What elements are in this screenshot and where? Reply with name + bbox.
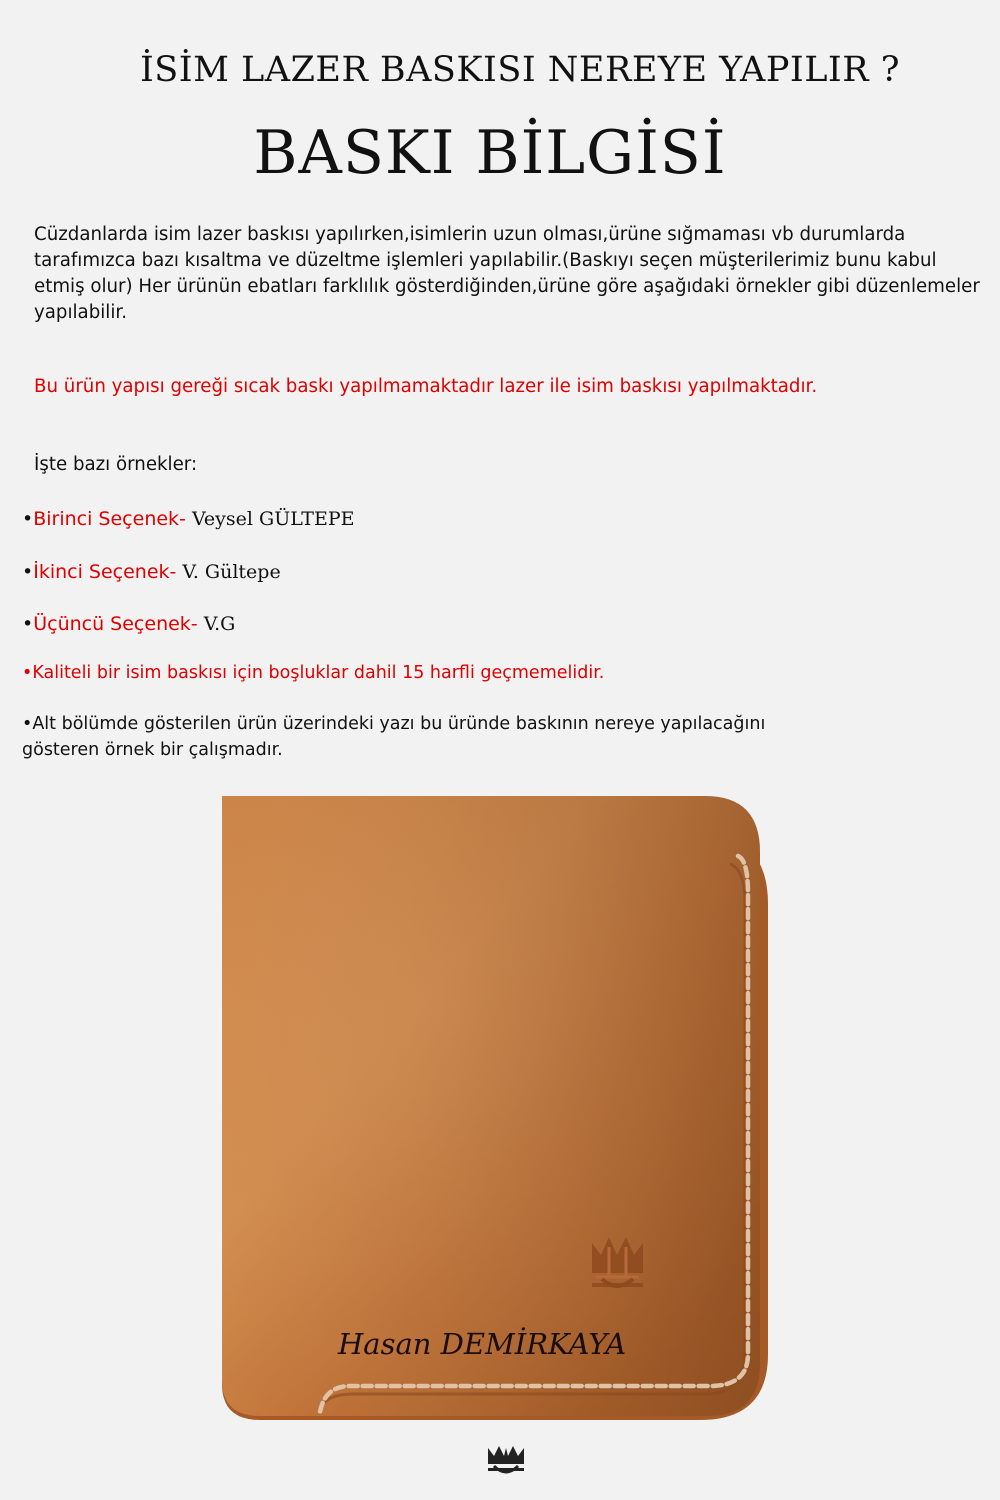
option-label: Birinci Seçenek- <box>33 508 186 530</box>
option-first <box>22 506 354 532</box>
examples-heading: İşte bazı örnekler: <box>34 454 198 475</box>
warning-paragraph: Bu ürün yapısı gereği sıcak baskı yapılmamaktadır lazer ile isim baskısı yapılmaktadır. <box>34 376 818 397</box>
engraved-name: Hasan DEMİRKAYA <box>338 1327 627 1361</box>
option-label: İkinci Seçenek- <box>33 561 177 583</box>
letter-limit-note: •Kaliteli bir isim baskısı için boşluklar dahil 15 harfli geçmemelidir. <box>22 663 605 683</box>
option-value: V. Gültepe <box>176 561 281 583</box>
bullet: • <box>22 613 34 635</box>
bullet: • <box>22 561 34 583</box>
brand-logo-icon <box>486 1444 526 1478</box>
option-third <box>22 611 235 637</box>
wallet-illustration <box>220 794 770 1424</box>
page-title: İSİM LAZER BASKISI NEREYE YAPILIR ? <box>139 50 901 90</box>
option-value: V.G <box>197 613 236 635</box>
option-value: Veysel GÜLTEPE <box>185 508 355 530</box>
wallet-product-image <box>220 794 770 1424</box>
bullet: • <box>22 508 34 530</box>
intro-paragraph: Cüzdanlarda isim lazer baskısı yapılırken,isimlerin uzun olması,ürüne sığmaması vb durumlarda tarafımızca bazı kısaltma ve düzeltme işlemleri yapılabilir.(Baskıyı seçen müşterilerimiz bunu kabul etmiş olur) Her ürünün ebatları farklılık gösterdiğinden,ürüne göre aşağıdaki örnekler gibi düzenlemeler yapılabilir. <box>34 224 980 323</box>
option-second <box>22 559 281 585</box>
option-label: Üçüncü Seçenek- <box>33 613 198 635</box>
example-note: •Alt bölümde gösterilen ürün üzerindeki yazı bu üründe baskının nereye yapılacağını gösteren örnek bir çalışmadır. <box>22 714 766 760</box>
page-subtitle: BASKI BİLGİSİ <box>253 118 727 188</box>
